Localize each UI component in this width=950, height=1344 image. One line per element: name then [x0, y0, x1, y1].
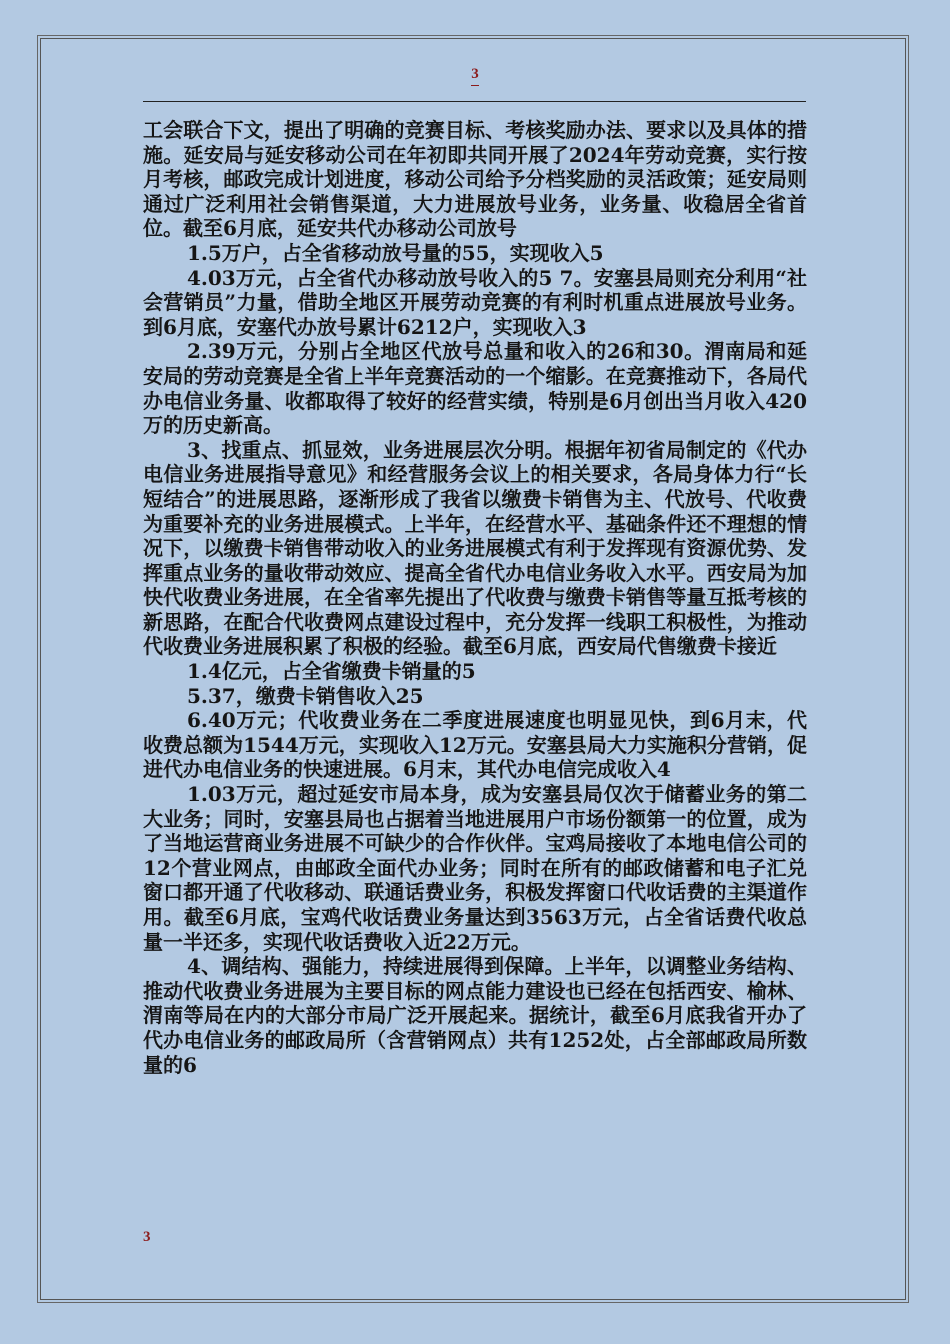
paragraph: 6.40万元；代收费业务在二季度进展速度也明显见快，到6月末，代收费总额为1544万元，实现收入12万元。安塞县局大力实施积分营销，促进代办电信业务的快速进展。6月末，其代办电信完成收入4	[143, 708, 807, 782]
paragraph: 1.4亿元，占全省缴费卡销量的5	[187, 659, 476, 684]
header-rule	[143, 101, 806, 102]
footer-page-number: 3	[143, 1229, 151, 1245]
header-page-number: 3	[471, 66, 479, 82]
paragraph: 1.5万户，占全省移动放号量的55，实现收入5	[187, 240, 604, 265]
document-body	[143, 118, 807, 1077]
paragraph: 4.03万元，占全省代办移动放号收入的5 7。安塞县局则充分利用“社会营销员”力量，借助全地区开展劳动竞赛的有利时机重点进展放号业务。到6月底，安塞代办放号累计6212户，实现收入3	[143, 265, 807, 339]
paragraph: 5.37，缴费卡销售收入25	[187, 683, 424, 708]
paragraph: 2.39万元，分别占全地区代放号总量和收入的26和30。渭南局和延安局的劳动竞赛是全省上半年竞赛活动的一个缩影。在竞赛推动下，各局代办电信业务量、收都取得了较好的经营实绩，特别是6月创出当月收入420万的历史新高。	[143, 339, 807, 438]
paragraph: 工会联合下文，提出了明确的竞赛目标、考核奖励办法、要求以及具体的措施。延安局与延安移动公司在年初即共同开展了2024年劳动竞赛，实行按月考核，邮政完成计划进度，移动公司给予分档奖励的灵活政策；延安局则通过广泛利用社会销售渠道，大力进展放号业务，业务量、收稳居全省首位。截至6月底，延安共代办移动公司放号	[143, 118, 807, 241]
paragraph: 3、找重点、抓显效，业务进展层次分明。根据年初省局制定的《代办电信业务进展指导意见》和经营服务会议上的相关要求，各局身体力行“长短结合”的进展思路，逐渐形成了我省以缴费卡销售为主、代放号、代收费为重要补充的业务进展模式。上半年，在经营水平、基础条件还不理想的情况下，以缴费卡销售带动收入的业务进展模式有利于发挥现有资源优势、发挥重点业务的量收带动效应、提高全省代办电信业务收入水平。西安局为加快代收费业务进展，在全省率先提出了代收费与缴费卡销售等量互抵考核的新思路，在配合代收费网点建设过程中，充分发挥一线职工积极性，为推动代收费业务进展积累了积极的经验。截至6月底，西安局代售缴费卡接近	[143, 437, 807, 659]
paragraph: 4、调结构、强能力，持续进展得到保障。上半年，以调整业务结构、推动代收费业务进展为主要目标的网点能力建设也已经在包括西安、榆林、渭南等局在内的大部分市局广泛开展起来。据统计，截至6月底我省开办了代办电信业务的邮政局所（含营销网点）共有1252处，占全部邮政局所数量的6	[143, 954, 807, 1077]
header-underline-mark	[471, 85, 479, 86]
paragraph: 1.03万元，超过延安市局本身，成为安塞县局仅次于储蓄业务的第二大业务；同时，安塞县局也占据着当地进展用户市场份额第一的位置，成为了当地运营商业务进展不可缺少的合作伙伴。宝鸡局接收了本地电信公司的12个营业网点，由邮政全面代办业务；同时在所有的邮政储蓄和电子汇兑窗口都开通了代收移动、联通话费业务，积极发挥窗口代收话费的主渠道作用。截至6月底，宝鸡代收话费业务量达到3563万元，占全省话费代收总量一半还多，实现代收话费收入近22万元。	[143, 782, 807, 954]
